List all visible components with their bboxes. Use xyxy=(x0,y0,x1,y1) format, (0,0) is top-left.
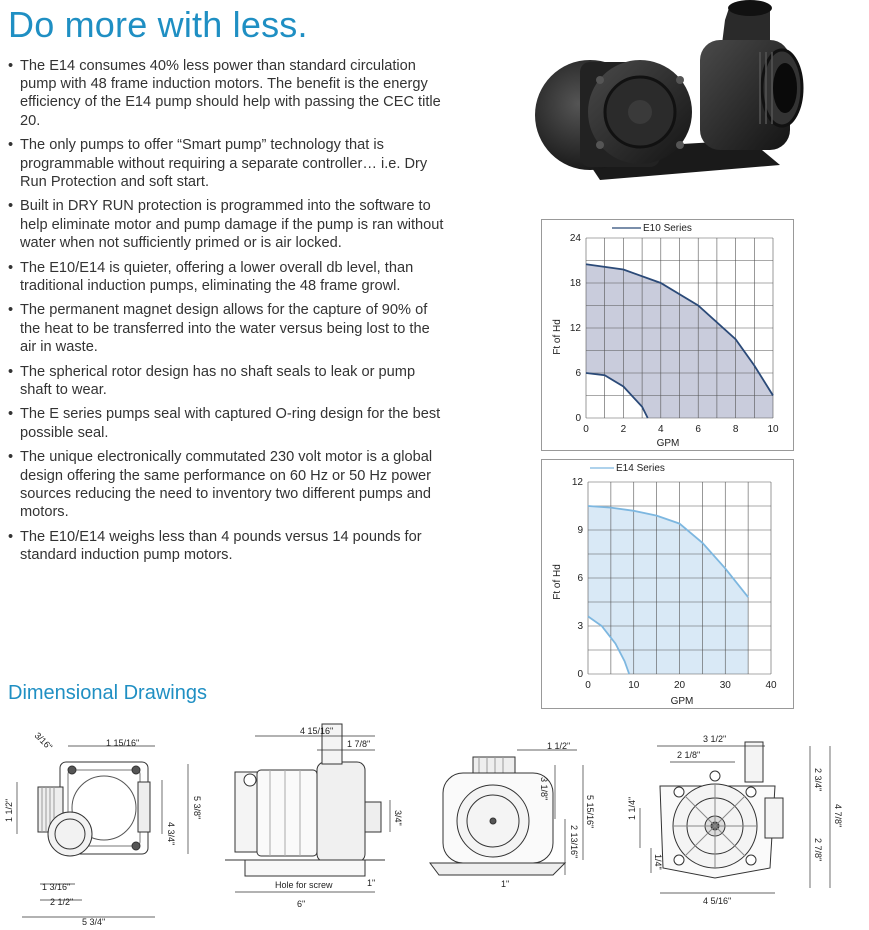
bullet-icon: • xyxy=(8,302,14,319)
e14-chart xyxy=(541,459,794,709)
feature-item xyxy=(8,405,448,441)
dim-label: 1 3/16" xyxy=(42,882,71,892)
e10-chart-title: E10 Series xyxy=(643,223,692,234)
drawing-side-view xyxy=(225,722,425,912)
feature-text: The E14 consumes 40% less power than standard circulation pump with 48 frame induction motors. The benefit is the energy efficiency of the E14 pump should help with passing the CEC title 20. xyxy=(20,58,441,129)
bullet-icon: • xyxy=(8,137,14,154)
feature-text: The E10/E14 weighs less than 4 pounds versus 14 pounds for standard induction pump motors. xyxy=(20,528,422,563)
drawing-end-view xyxy=(425,735,605,895)
e10-x-tick-label: 0 xyxy=(583,424,589,435)
feature-item xyxy=(8,528,448,564)
dim-label: 1 7/8" xyxy=(347,739,371,749)
dim-label: 4 3/4" xyxy=(166,822,176,846)
section-title: Dimensional Drawings xyxy=(8,682,207,704)
e14-x-tick-label: 20 xyxy=(673,680,686,691)
e10-x-axis-label: GPM xyxy=(656,438,680,449)
dim-label: 1 1/4" xyxy=(627,796,637,820)
e10-chart xyxy=(541,219,794,451)
dim-label: 5 3/4" xyxy=(82,917,106,927)
dim-label: 4 7/8" xyxy=(833,804,843,828)
e10-x-tick-label: 2 xyxy=(620,424,627,435)
dim-label: Hole for screw xyxy=(275,880,333,890)
feature-item xyxy=(8,136,448,191)
e14-fill-region xyxy=(588,506,748,674)
bullet-icon: • xyxy=(8,58,14,74)
dim-label: 1 1/2" xyxy=(547,741,571,751)
dim-label: 2 1/2" xyxy=(50,897,74,907)
e10-y-tick-label: 18 xyxy=(569,278,581,289)
feature-item xyxy=(8,301,448,356)
feature-item xyxy=(8,448,448,521)
bullet-icon: • xyxy=(8,363,14,380)
e10-y-tick-label: 6 xyxy=(575,368,581,379)
dim-label: 1/4" xyxy=(653,854,663,870)
dim-label: 1 1/2" xyxy=(4,798,14,822)
dim-label: 2 13/16" xyxy=(569,825,579,859)
feature-item xyxy=(8,197,448,252)
dim-label: 4 15/16" xyxy=(300,726,334,736)
dim-label: 2 7/8" xyxy=(813,838,823,862)
e14-y-tick-label: 3 xyxy=(577,621,583,632)
e10-y-axis-label: Ft of Hd xyxy=(552,319,563,355)
e10-x-tick-label: 4 xyxy=(658,424,664,435)
dim-label: 1 15/16" xyxy=(106,738,140,748)
e14-x-axis-label: GPM xyxy=(670,696,694,707)
feature-item xyxy=(8,259,448,295)
e10-y-tick-label: 12 xyxy=(569,323,581,334)
e10-x-tick-label: 6 xyxy=(695,424,701,435)
feature-text: The permanent magnet design allows for the capture of 90% of the heat to be transferred into the water versus being lost to the air in waste. xyxy=(20,302,430,355)
feature-text: Built in DRY RUN protection is programmed into the software to help eliminate motor and pump damage if the pump is ran without water when not sufficiently primed or is air locked. xyxy=(20,198,444,251)
feature-item xyxy=(8,57,448,130)
e10-y-tick-label: 0 xyxy=(575,413,581,424)
dim-label: 4 5/16" xyxy=(703,896,732,906)
feature-text: The only pumps to offer “Smart pump” technology that is programmable without requiring a separate controller… i.e. Dry Run Protection and soft start. xyxy=(20,137,428,190)
dim-label: 5 3/8" xyxy=(192,796,202,820)
bullet-icon: • xyxy=(8,259,14,276)
e10-x-tick-label: 10 xyxy=(767,424,779,435)
e14-x-tick-label: 30 xyxy=(719,680,731,691)
pump-photo xyxy=(520,0,820,195)
e14-y-tick-label: 6 xyxy=(577,573,583,584)
dim-label: 3 1/8" xyxy=(539,777,549,801)
dim-label: 3/16" xyxy=(32,730,55,753)
e14-y-tick-label: 9 xyxy=(577,525,583,536)
bullet-icon: • xyxy=(8,449,14,466)
bullet-icon: • xyxy=(8,406,14,423)
e14-x-tick-label: 40 xyxy=(765,680,777,691)
drawing-rear-view xyxy=(615,728,845,913)
e14-y-tick-label: 12 xyxy=(571,477,583,488)
feature-item xyxy=(8,363,448,399)
e14-chart-title: E14 Series xyxy=(616,463,665,474)
dim-label: 1" xyxy=(367,878,376,888)
dim-label: 5 15/16" xyxy=(585,795,595,829)
feature-text: The E series pumps seal with captured O-ring design for the best possible seal. xyxy=(20,406,441,441)
e14-y-tick-label: 0 xyxy=(577,669,583,680)
e10-plot-area xyxy=(570,233,779,435)
e14-y-axis-label: Ft of Hd xyxy=(552,564,563,600)
page-headline: Do more with less. xyxy=(8,4,308,45)
e10-y-tick-label: 24 xyxy=(569,233,581,244)
dim-label: 2 1/8" xyxy=(677,750,701,760)
feature-text: The spherical rotor design has no shaft seals to leak or pump shaft to wear. xyxy=(20,363,416,398)
dim-label: 2 3/4" xyxy=(813,768,823,792)
dim-label: 3 1/2" xyxy=(703,734,727,744)
bullet-icon: • xyxy=(8,528,14,545)
dim-label: 6" xyxy=(297,899,306,909)
feature-list xyxy=(8,57,448,571)
e14-plot-area xyxy=(572,477,777,691)
bullet-icon: • xyxy=(8,198,14,215)
e10-x-tick-label: 8 xyxy=(732,424,739,435)
feature-text: The unique electronically commutated 230 volt motor is a global design offering the same performance on 60 Hz or 50 Hz power sources reducing the need to inventory two different pumps and motors. xyxy=(20,449,433,520)
e14-x-tick-label: 10 xyxy=(628,680,640,691)
feature-text: The E10/E14 is quieter, offering a lower overall db level, than traditional induction pumps, eliminating the 48 frame growl. xyxy=(20,259,414,294)
drawing-front-view xyxy=(0,722,215,927)
dim-label: 3/4" xyxy=(393,810,403,826)
e14-x-tick-label: 0 xyxy=(585,680,591,691)
dim-label: 1" xyxy=(501,879,510,889)
